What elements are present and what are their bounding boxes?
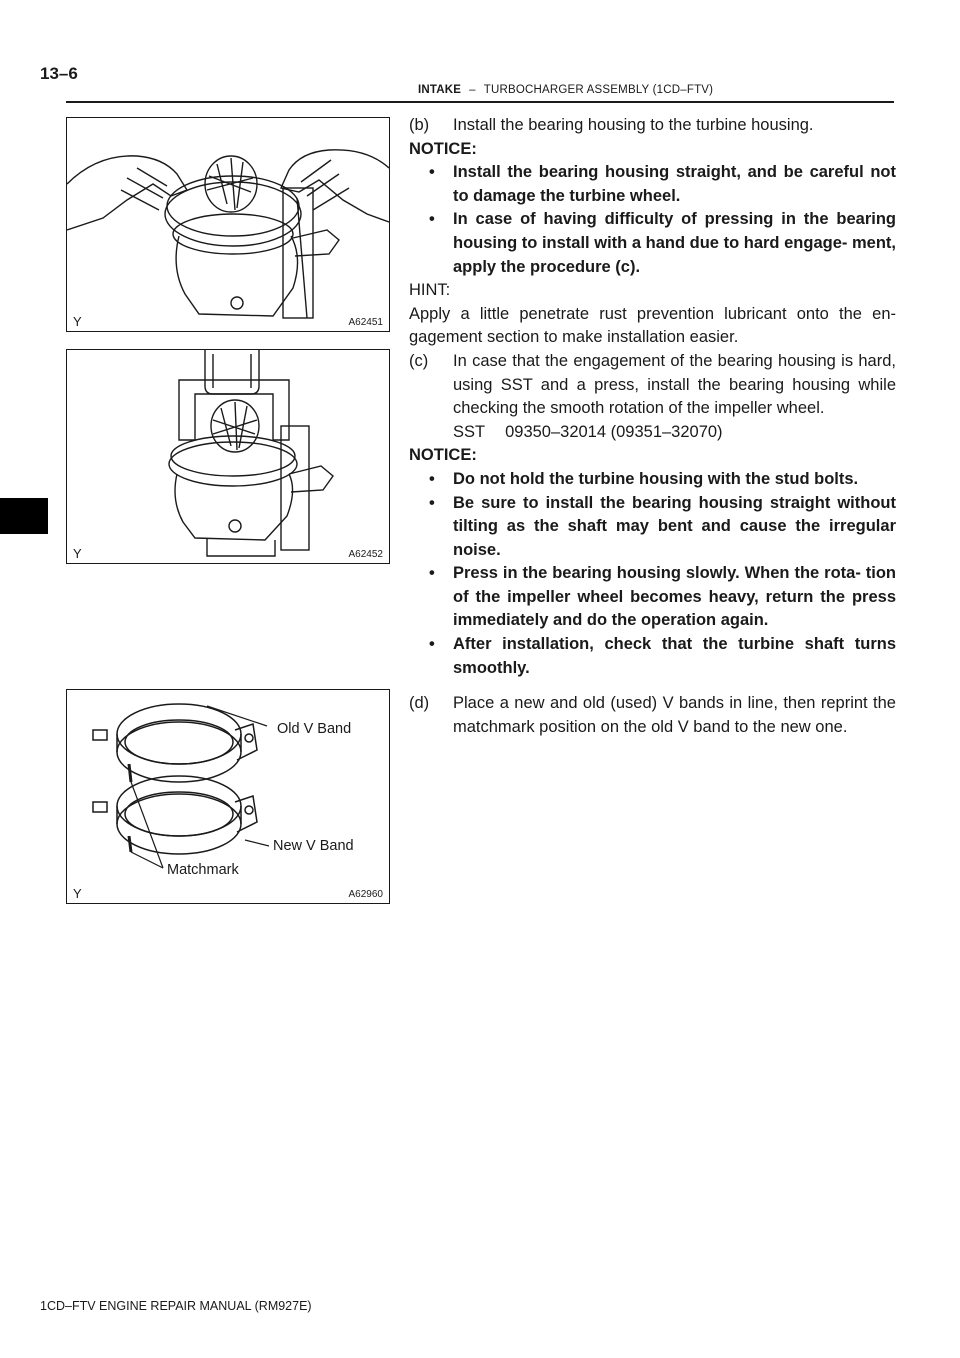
step-b — [409, 114, 896, 138]
illustration-press-installing-housing — [67, 350, 389, 563]
bullet-icon: • — [429, 564, 435, 583]
notice-1-item-text: In case of having difficulty of pressing in the bearing housing to install with a hand due to hard engage- ment, apply the procedure (c). — [453, 210, 896, 276]
procedure-text — [409, 114, 896, 739]
bullet-icon: • — [429, 493, 435, 512]
notice-1-item — [409, 208, 896, 279]
figure-code: A62451 — [348, 317, 383, 328]
hint-text: Apply a little penetrate rust prevention lubricant onto the en- gagement section to make installation easier. — [409, 304, 896, 347]
subsection-title: TURBOCHARGER ASSEMBLY (1CD–FTV) — [483, 84, 714, 96]
callout-new-v-band: New V Band — [273, 838, 354, 854]
notice-2-item — [409, 468, 896, 492]
notice-1-item — [409, 161, 896, 208]
bullet-icon: • — [429, 469, 435, 488]
figure-view-mark: Y — [73, 886, 82, 901]
illustration-hands-installing-housing — [67, 118, 389, 331]
bullet-icon: • — [429, 210, 435, 229]
section-title: INTAKE — [418, 84, 462, 96]
step-c-text: In case that the engagement of the bearing housing is hard, using SST and a press, install the bearing housing while checking the smooth rotation of the impeller wheel. — [453, 351, 896, 418]
footer-manual-title: 1CD–FTV ENGINE REPAIR MANUAL (RM927E) — [40, 1299, 312, 1313]
notice-2-item — [409, 633, 896, 680]
figure-view-mark: Y — [73, 546, 82, 561]
bullet-icon: • — [429, 635, 435, 654]
step-d — [409, 692, 896, 739]
header-rule — [66, 101, 894, 103]
step-c-label: (c) — [409, 351, 429, 370]
figure-view-mark: Y — [73, 314, 82, 329]
step-d-label: (d) — [409, 694, 430, 713]
sst-label: SST — [453, 422, 486, 441]
notice-2-item-text: After installation, check that the turbine shaft turns smoothly. — [453, 635, 896, 677]
sst-line — [409, 421, 896, 445]
figure-bearing-housing-by-hand — [66, 117, 390, 332]
notice-2-item-text: Be sure to install the bearing housing straight without tilting as the shaft may bent and cause the irregular noise. — [453, 493, 896, 559]
running-head — [418, 84, 713, 96]
notice-2-title: NOTICE: — [409, 446, 477, 465]
notice-2-item — [409, 492, 896, 563]
notice-2-item-text: Press in the bearing housing slowly. When the rota- tion of the impeller wheel becomes heavy, return the press immediately and do the operation again. — [453, 564, 896, 630]
callout-old-v-band: Old V Band — [277, 721, 352, 737]
notice-1-title: NOTICE: — [409, 139, 477, 158]
callout-matchmark: Matchmark — [167, 862, 239, 878]
bullet-icon: • — [429, 163, 435, 182]
sst-value: 09350–32014 (09351–32070) — [505, 422, 723, 441]
hint-title: HINT: — [409, 281, 451, 300]
step-b-text: Install the bearing housing to the turbine housing. — [453, 116, 814, 134]
page-number: 13–6 — [40, 64, 78, 83]
figure-bearing-housing-press — [66, 349, 390, 564]
step-b-label: (b) — [409, 116, 430, 134]
figure-code: A62960 — [348, 889, 383, 900]
header-dash: – — [469, 84, 476, 96]
figure-code: A62452 — [348, 549, 383, 560]
section-tab-marker — [0, 498, 48, 534]
notice-1-item-text: Install the bearing housing straight, and be careful not to damage the turbine wheel. — [453, 163, 896, 205]
step-c — [409, 350, 896, 421]
notice-2-item — [409, 562, 896, 633]
figure-v-bands — [66, 689, 390, 904]
notice-2-item-text: Do not hold the turbine housing with the stud bolts. — [453, 469, 859, 488]
step-d-text: Place a new and old (used) V bands in line, then reprint the matchmark position on the old V band to the new one. — [453, 694, 896, 736]
